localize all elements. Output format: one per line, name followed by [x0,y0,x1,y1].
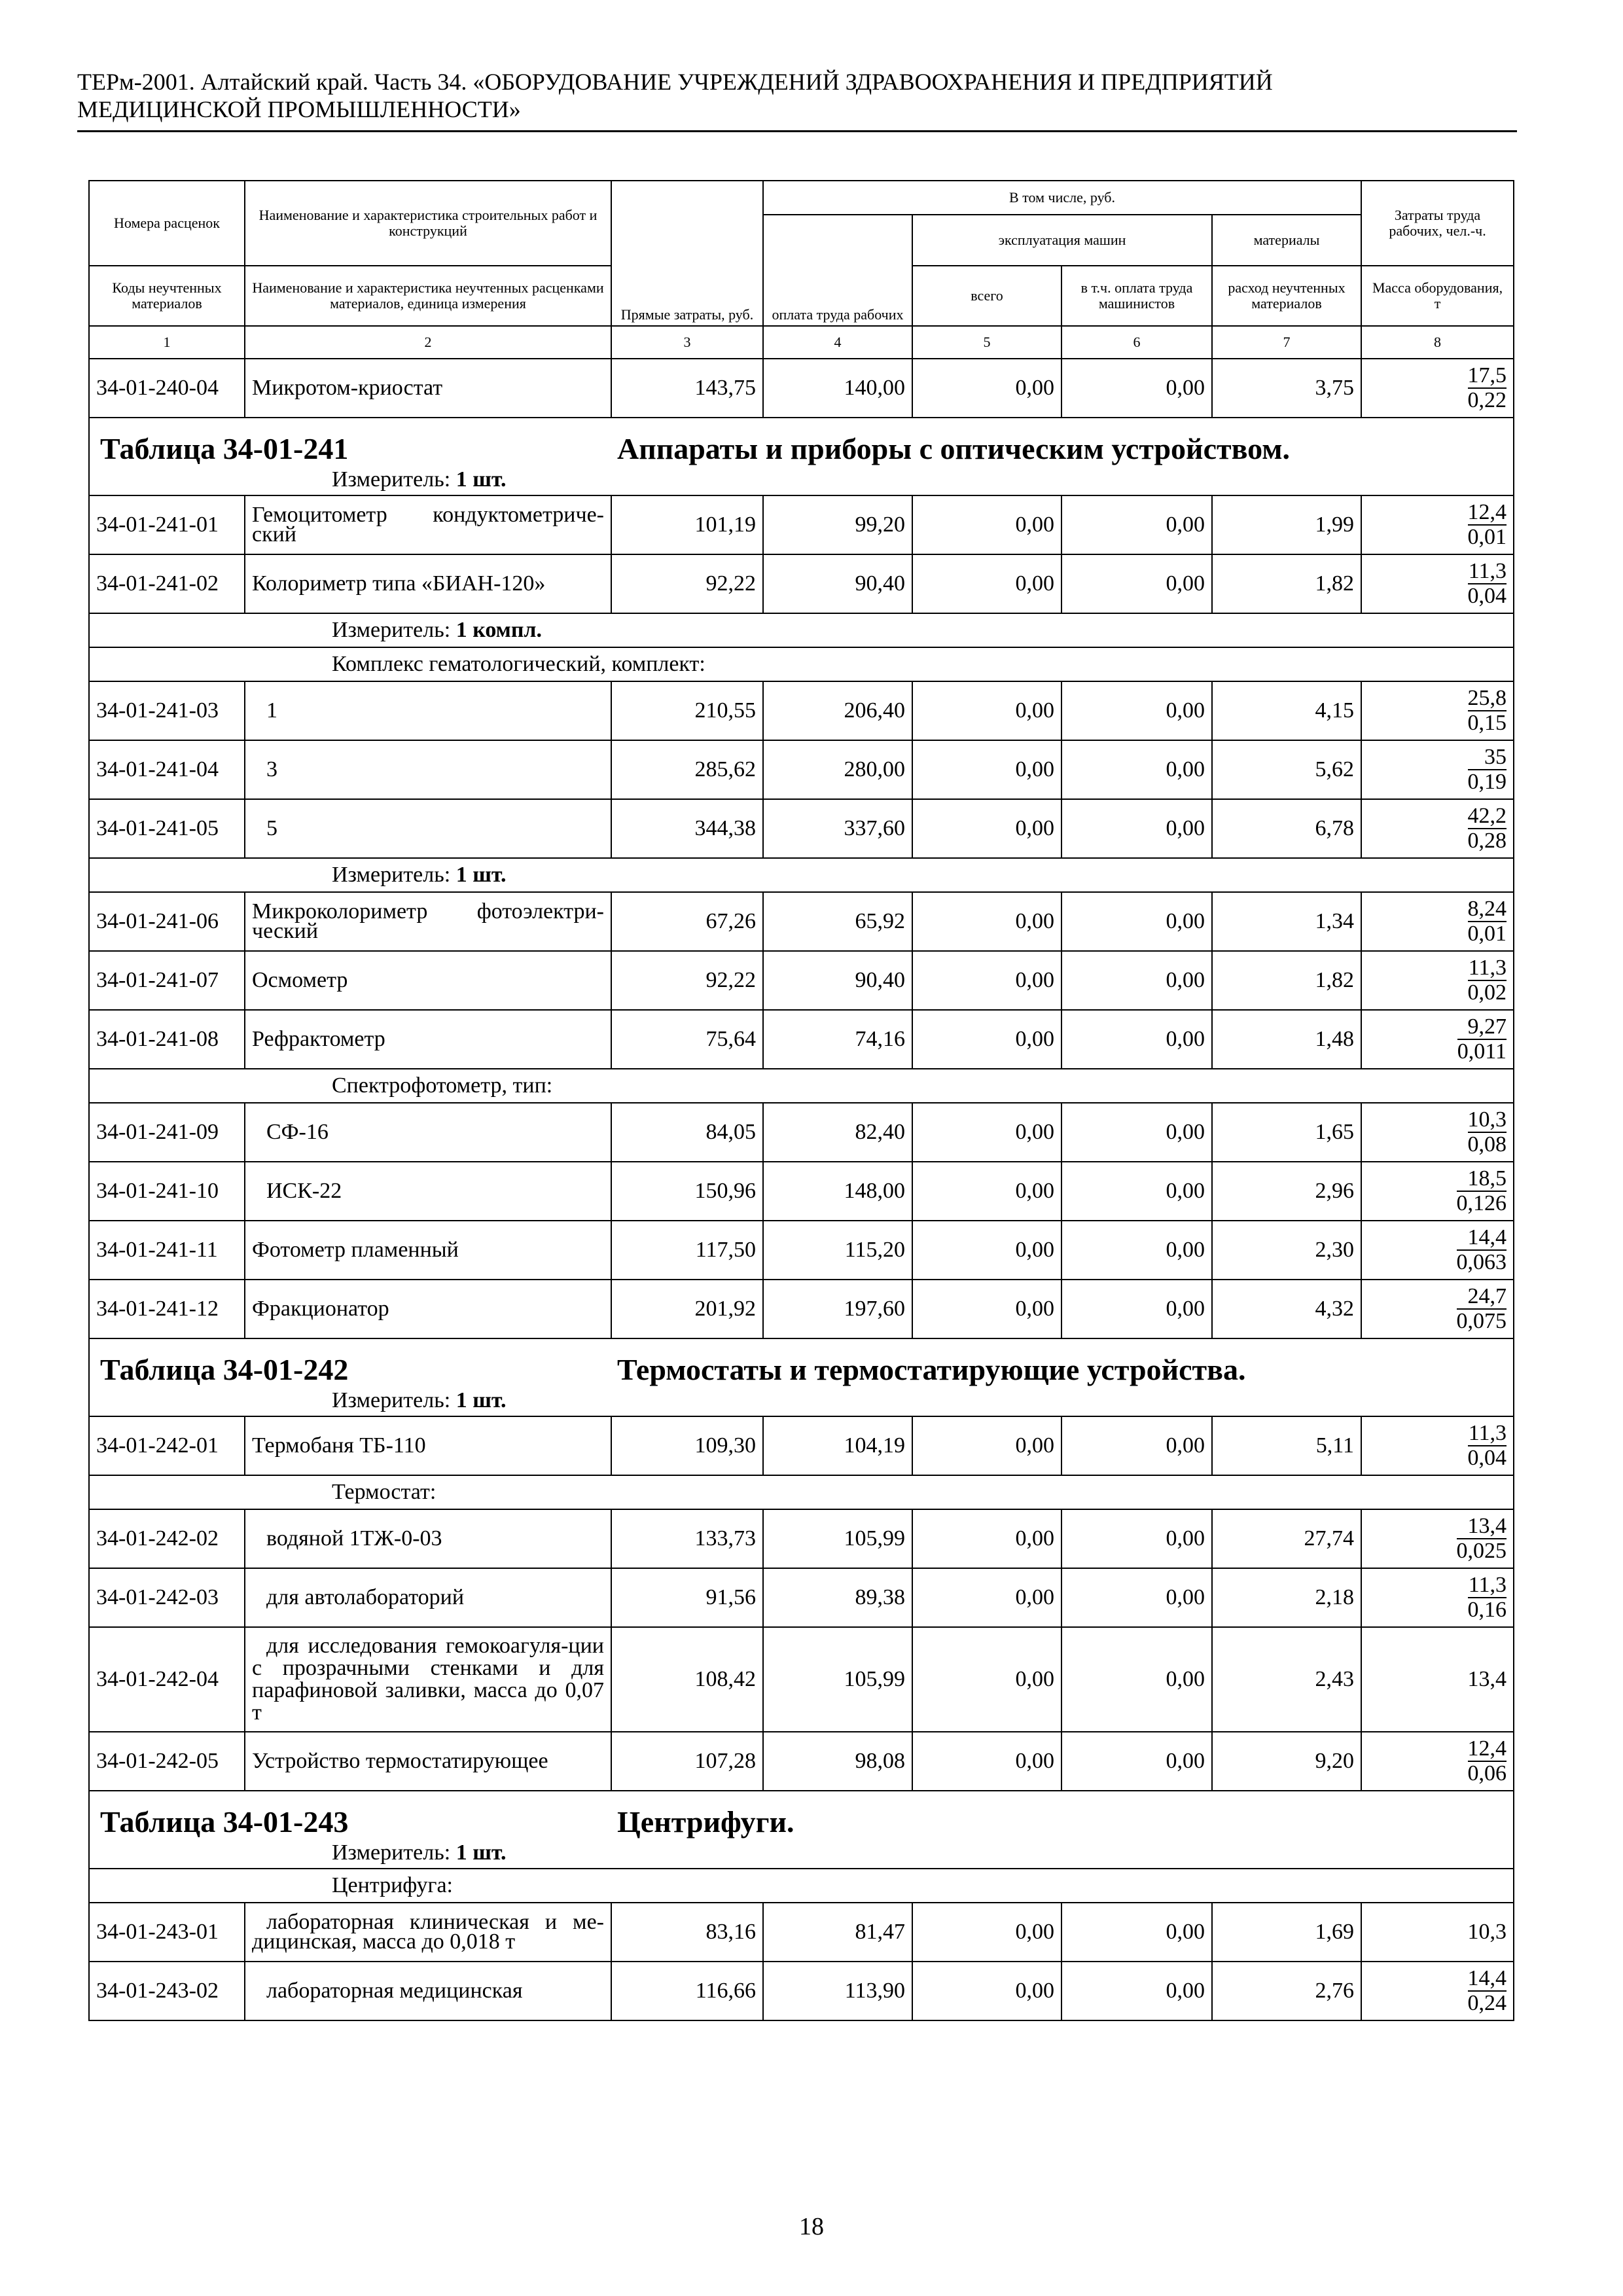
column-index: 8 [1361,326,1514,359]
labor-costs: 11,3 [1468,559,1507,583]
rate-code: 34-01-241-11 [89,1221,245,1280]
table-row [89,1162,1514,1221]
fraction [1468,364,1507,412]
equipment-mass: 0,063 [1456,1250,1507,1274]
rate-code: 34-01-243-02 [89,1962,245,2020]
operators-pay: 0,00 [1061,740,1212,799]
machine-total: 0,00 [912,1509,1061,1568]
fraction [1468,1737,1507,1785]
labor-costs: 11,3 [1468,956,1507,980]
direct-costs: 108,42 [611,1627,763,1732]
measure-row [89,858,1514,892]
fraction [1457,1167,1507,1215]
operators-pay: 0,00 [1061,1280,1212,1338]
direct-costs: 285,62 [611,740,763,799]
table-number: Таблица 34-01-241 [100,432,349,465]
col-unaccounted-consumption: расход неучтенных материалов [1212,266,1361,326]
measure-value: 1 шт. [455,863,507,887]
worker-pay: 65,92 [763,892,912,951]
direct-costs: 91,56 [611,1568,763,1627]
column-index: 1 [89,326,245,359]
table-row [89,1103,1514,1162]
fraction [1457,1015,1507,1064]
labor-costs: 13,4 [1457,1515,1507,1539]
direct-costs: 109,30 [611,1416,763,1475]
materials: 2,96 [1212,1162,1361,1221]
labor-mass [1361,1568,1514,1627]
table-number: Таблица 34-01-242 [100,1353,349,1386]
materials: 2,76 [1212,1962,1361,2020]
equipment-mass: 0,08 [1467,1132,1507,1157]
col-unaccounted-codes: Коды неучтенных материалов [89,266,245,326]
item-name: СФ-16 [245,1103,611,1162]
equipment-mass: 0,04 [1467,584,1507,608]
direct-costs: 133,73 [611,1509,763,1568]
direct-costs: 84,05 [611,1103,763,1162]
materials: 27,74 [1212,1509,1361,1568]
measure-value: 1 шт. [455,467,507,492]
column-index: 3 [611,326,763,359]
machine-total: 0,00 [912,1627,1061,1732]
operators-pay: 0,00 [1061,799,1212,858]
direct-costs: 75,64 [611,1010,763,1069]
measure-label: Измеритель: [332,1388,451,1412]
item-name: Микротом-криостат [245,359,611,418]
measure-value: 1 шт. [455,1840,507,1865]
machine-total: 0,00 [912,681,1061,740]
materials: 6,78 [1212,799,1361,858]
rates-table [88,180,1514,2021]
direct-costs: 143,75 [611,359,763,418]
table-section-header [89,1791,1514,1840]
header-rule [77,130,1517,132]
fraction [1468,687,1507,735]
table-row [89,1509,1514,1568]
table-row [89,892,1514,951]
measure-row [89,1840,1514,1869]
materials: 1,65 [1212,1103,1361,1162]
labor-mass [1361,1280,1514,1338]
rate-code: 34-01-242-01 [89,1416,245,1475]
machine-total: 0,00 [912,1903,1061,1962]
equipment-mass: 0,06 [1467,1761,1507,1785]
equipment-mass: 0,22 [1467,388,1507,412]
rate-code: 34-01-241-03 [89,681,245,740]
page-number: 18 [799,2213,824,2240]
labor-mass [1361,1732,1514,1791]
table-row [89,1416,1514,1475]
column-index: 4 [763,326,912,359]
fraction [1468,745,1507,794]
table-row [89,1903,1514,1962]
column-index-row [89,326,1514,359]
labor-mass [1361,495,1514,554]
table-title: Центрифуги. [617,1805,794,1839]
direct-costs: 83,16 [611,1903,763,1962]
labor-costs: 24,7 [1457,1285,1507,1310]
equipment-mass: 0,01 [1467,922,1507,946]
measure-value: 1 шт. [455,1388,507,1412]
group-row [89,1069,1514,1103]
operators-pay: 0,00 [1061,495,1212,554]
labor-mass [1361,892,1514,951]
measure-label: Измеритель: [332,618,451,642]
direct-costs: 92,22 [611,951,763,1010]
operators-pay: 0,00 [1061,1732,1212,1791]
equipment-mass: 0,025 [1456,1539,1507,1563]
table-row [89,1627,1514,1732]
labor-costs: 12,4 [1467,1736,1507,1761]
item-name: 1 [245,681,611,740]
worker-pay: 140,00 [763,359,912,418]
machine-total: 0,00 [912,1162,1061,1221]
fraction [1457,1285,1507,1333]
equipment-mass: 0,01 [1467,525,1507,549]
equipment-mass: 0,15 [1467,711,1507,735]
table-title: Термостаты и термостатирующие устройства. [617,1353,1246,1386]
direct-costs: 117,50 [611,1221,763,1280]
machine-total: 0,00 [912,1280,1061,1338]
group-row [89,1869,1514,1903]
operators-pay: 0,00 [1061,951,1212,1010]
worker-pay: 337,60 [763,799,912,858]
fraction [1468,804,1507,853]
labor-costs: 18,5 [1457,1167,1507,1192]
table-row [89,495,1514,554]
operators-pay: 0,00 [1061,681,1212,740]
column-index: 2 [245,326,611,359]
col-including: В том числе, руб. [763,181,1361,215]
measure-row [89,1388,1514,1416]
machine-total: 0,00 [912,740,1061,799]
labor-mass [1361,681,1514,740]
table-row [89,951,1514,1010]
operators-pay: 0,00 [1061,359,1212,418]
labor-costs: 8,24 [1467,897,1507,921]
operators-pay: 0,00 [1061,1416,1212,1475]
fraction [1468,897,1507,946]
table-row [89,799,1514,858]
operators-pay: 0,00 [1061,1010,1212,1069]
materials: 1,99 [1212,495,1361,554]
column-index: 7 [1212,326,1361,359]
labor-costs: 14,4 [1457,1226,1507,1251]
item-name: Термобаня ТБ-110 [245,1416,611,1475]
item-name: водяной 1ТЖ-0-03 [245,1509,611,1568]
equipment-mass: 0,24 [1467,1991,1507,2015]
machine-total: 0,00 [912,1221,1061,1280]
col-materials: материалы [1212,215,1361,266]
labor-mass [1361,359,1514,418]
col-machine-operation: эксплуатация машин [912,215,1212,266]
rate-code: 34-01-240-04 [89,359,245,418]
worker-pay: 89,38 [763,1568,912,1627]
header-line-2: МЕДИЦИНСКОЙ ПРОМЫШЛЕННОСТИ» [77,96,521,122]
rate-code: 34-01-241-07 [89,951,245,1010]
column-index: 5 [912,326,1061,359]
labor-costs: 9,27 [1457,1015,1507,1040]
table-title: Аппараты и приборы с оптическим устройством. [617,432,1291,465]
group-title: Спектрофотометр, тип: [89,1069,1514,1103]
rate-code: 34-01-241-06 [89,892,245,951]
materials: 5,11 [1212,1416,1361,1475]
labor-costs: 12,4 [1467,500,1507,524]
table-row [89,1221,1514,1280]
direct-costs: 150,96 [611,1162,763,1221]
rate-code: 34-01-241-08 [89,1010,245,1069]
equipment-mass: 0,04 [1467,1446,1507,1470]
rate-code: 34-01-242-04 [89,1627,245,1732]
item-name: Микроколориметр фотоэлектри-ческий [245,892,611,951]
col-equipment-mass: Масса оборудования, т [1361,266,1514,326]
direct-costs: 67,26 [611,892,763,951]
col-direct-costs: Прямые затраты, руб. [611,181,763,326]
operators-pay: 0,00 [1061,1962,1212,2020]
worker-pay: 105,99 [763,1509,912,1568]
worker-pay: 82,40 [763,1103,912,1162]
table-row [89,1568,1514,1627]
labor-mass [1361,1162,1514,1221]
group-title: Комплекс гематологический, комплект: [89,647,1514,681]
equipment-mass: 0,011 [1457,1039,1507,1064]
table-row [89,740,1514,799]
table-row [89,1732,1514,1791]
machine-total: 0,00 [912,1568,1061,1627]
operators-pay: 0,00 [1061,1103,1212,1162]
measure-value: 1 компл. [455,618,543,642]
rate-code: 34-01-241-04 [89,740,245,799]
labor-costs: 11,3 [1468,1573,1507,1597]
machine-total: 0,00 [912,359,1061,418]
machine-total: 0,00 [912,799,1061,858]
machine-total: 0,00 [912,1962,1061,2020]
item-name: ИСК-22 [245,1162,611,1221]
col-worker-pay: оплата труда рабочих [763,215,912,326]
machine-total: 0,00 [912,1416,1061,1475]
fraction [1468,1573,1507,1622]
group-row [89,1475,1514,1509]
materials: 2,43 [1212,1627,1361,1732]
table-number: Таблица 34-01-243 [100,1805,349,1839]
table-row [89,1962,1514,2020]
table-row [89,1010,1514,1069]
fraction [1468,1967,1507,2015]
machine-total: 0,00 [912,495,1061,554]
rate-code: 34-01-241-01 [89,495,245,554]
rate-code: 34-01-241-09 [89,1103,245,1162]
labor-costs: 42,2 [1467,804,1507,828]
machine-total: 0,00 [912,892,1061,951]
labor-costs: 14,4 [1467,1966,1507,1990]
rate-code: 34-01-241-10 [89,1162,245,1221]
operators-pay: 0,00 [1061,1568,1212,1627]
labor-costs: 35 [1468,745,1507,770]
col-unaccounted-name: Наименование и характеристика неучтенных расценками материалов, единица измерения [245,266,611,326]
worker-pay: 105,99 [763,1627,912,1732]
rate-code: 34-01-242-03 [89,1568,245,1627]
direct-costs: 107,28 [611,1732,763,1791]
measure-label: Измеритель: [332,467,451,492]
item-name: для исследования гемокоагуля-ции с прозрачными стенками и для парафиновой заливки, масса до 0,07 т [245,1627,611,1732]
fraction [1468,1108,1507,1157]
direct-costs: 344,38 [611,799,763,858]
item-name: Гемоцитометр кондуктометриче-ский [245,495,611,554]
worker-pay: 90,40 [763,554,912,613]
fraction [1457,1515,1507,1563]
table-row [89,554,1514,613]
labor-costs: 17,5 [1467,363,1507,387]
materials: 5,62 [1212,740,1361,799]
table-section-header [89,1338,1514,1388]
group-title: Термостат: [89,1475,1514,1509]
operators-pay: 0,00 [1061,1509,1212,1568]
direct-costs: 210,55 [611,681,763,740]
labor-mass [1361,1103,1514,1162]
labor-mass [1361,1962,1514,2020]
worker-pay: 148,00 [763,1162,912,1221]
rate-code: 34-01-241-02 [89,554,245,613]
table-row [89,359,1514,418]
item-name: лабораторная клиническая и ме-дицинская, масса до 0,018 т [245,1903,611,1962]
table-row [89,681,1514,740]
item-name: Колориметр типа «БИАН-120» [245,554,611,613]
labor-mass [1361,1010,1514,1069]
col-rate-numbers: Номера расценок [89,181,245,266]
operators-pay: 0,00 [1061,892,1212,951]
equipment-mass: 0,19 [1467,770,1507,794]
machine-total: 0,00 [912,554,1061,613]
item-name: 5 [245,799,611,858]
worker-pay: 90,40 [763,951,912,1010]
direct-costs: 101,19 [611,495,763,554]
item-name: Осмометр [245,951,611,1010]
materials: 4,15 [1212,681,1361,740]
worker-pay: 81,47 [763,1903,912,1962]
worker-pay: 197,60 [763,1280,912,1338]
fraction [1468,956,1507,1005]
item-name: Рефрактометр [245,1010,611,1069]
materials: 9,20 [1212,1732,1361,1791]
labor-mass [1361,799,1514,858]
operators-pay: 0,00 [1061,1162,1212,1221]
machine-total: 0,00 [912,1732,1061,1791]
measure-row [89,613,1514,647]
measure-row [89,467,1514,495]
labor-costs: 13,4 [1361,1627,1514,1732]
rate-code: 34-01-241-12 [89,1280,245,1338]
equipment-mass: 0,126 [1456,1191,1507,1215]
labor-costs: 10,3 [1467,1107,1507,1132]
materials: 2,18 [1212,1568,1361,1627]
column-index: 6 [1061,326,1212,359]
measure-label: Измеритель: [332,863,451,887]
direct-costs: 92,22 [611,554,763,613]
materials: 3,75 [1212,359,1361,418]
item-name: Устройство термостатирующее [245,1732,611,1791]
col-labor-costs: Затраты труда рабочих, чел.-ч. [1361,181,1514,266]
worker-pay: 104,19 [763,1416,912,1475]
col-operators-pay: в т.ч. оплата труда машинистов [1061,266,1212,326]
worker-pay: 280,00 [763,740,912,799]
worker-pay: 99,20 [763,495,912,554]
operators-pay: 0,00 [1061,1903,1212,1962]
worker-pay: 206,40 [763,681,912,740]
item-name: для автолабораторий [245,1568,611,1627]
labor-mass [1361,740,1514,799]
worker-pay: 115,20 [763,1221,912,1280]
table-row [89,1280,1514,1338]
worker-pay: 113,90 [763,1962,912,2020]
rate-code: 34-01-241-05 [89,799,245,858]
rate-code: 34-01-243-01 [89,1903,245,1962]
materials: 2,30 [1212,1221,1361,1280]
materials: 1,82 [1212,554,1361,613]
labor-costs: 11,3 [1468,1421,1507,1445]
direct-costs: 201,92 [611,1280,763,1338]
rate-code: 34-01-242-05 [89,1732,245,1791]
page-header [77,68,1517,123]
fraction [1457,1226,1507,1274]
machine-total: 0,00 [912,1010,1061,1069]
fraction [1468,560,1507,608]
equipment-mass: 0,02 [1467,980,1507,1005]
labor-mass [1361,1416,1514,1475]
operators-pay: 0,00 [1061,554,1212,613]
machine-total: 0,00 [912,1103,1061,1162]
equipment-mass: 0,075 [1456,1309,1507,1333]
machine-total: 0,00 [912,951,1061,1010]
measure-label: Измеритель: [332,1840,451,1865]
col-name: Наименование и характеристика строительных работ и конструкций [245,181,611,266]
operators-pay: 0,00 [1061,1627,1212,1732]
materials: 1,82 [1212,951,1361,1010]
group-title: Центрифуга: [89,1869,1514,1903]
table-section-header [89,418,1514,467]
materials: 1,69 [1212,1903,1361,1962]
labor-mass [1361,1221,1514,1280]
equipment-mass: 0,16 [1467,1598,1507,1622]
col-total: всего [912,266,1061,326]
worker-pay: 74,16 [763,1010,912,1069]
item-name: 3 [245,740,611,799]
labor-costs: 25,8 [1467,686,1507,710]
header-line-1: ТЕРм-2001. Алтайский край. Часть 34. «ОБОРУДОВАНИЕ УЧРЕЖДЕНИЙ ЗДРАВООХРАНЕНИЯ И ПРЕДПРИЯТИЙ [77,69,1273,95]
item-name: Фракционатор [245,1280,611,1338]
equipment-mass: 0,28 [1467,829,1507,853]
rate-code: 34-01-242-02 [89,1509,245,1568]
materials: 1,34 [1212,892,1361,951]
fraction [1468,501,1507,549]
labor-mass [1361,951,1514,1010]
labor-mass [1361,554,1514,613]
item-name: Фотометр пламенный [245,1221,611,1280]
worker-pay: 98,08 [763,1732,912,1791]
fraction [1468,1422,1507,1470]
group-row [89,647,1514,681]
item-name: лабораторная медицинская [245,1962,611,2020]
labor-costs: 10,3 [1361,1903,1514,1962]
materials: 1,48 [1212,1010,1361,1069]
materials: 4,32 [1212,1280,1361,1338]
operators-pay: 0,00 [1061,1221,1212,1280]
direct-costs: 116,66 [611,1962,763,2020]
labor-mass [1361,1509,1514,1568]
